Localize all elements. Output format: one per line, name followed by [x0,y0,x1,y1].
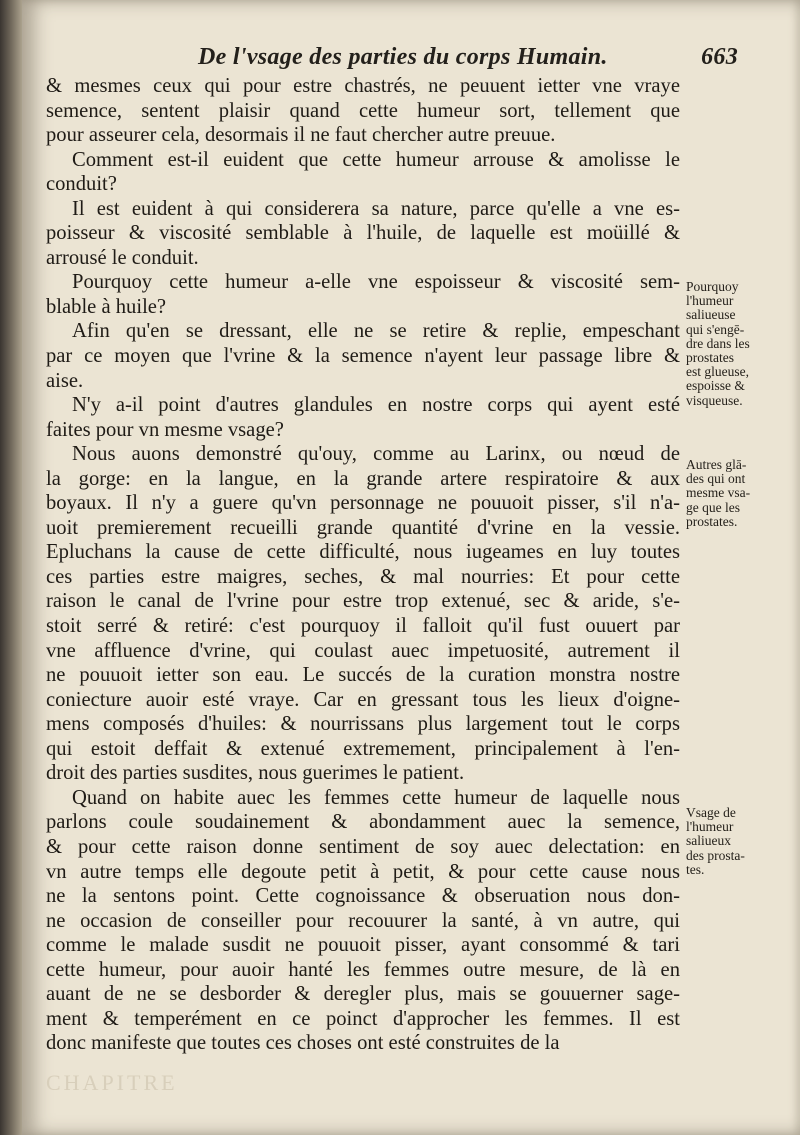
body-text [46,74,680,1056]
marginal-note-line: Autres glā- [686,457,747,472]
text-line: aise. [46,369,84,392]
marginal-note-line: des qui ont [686,471,746,487]
text-line: cette humeur, pour auoir hanté les femmes outre mesure, de là en [46,958,680,981]
text-line: stoit serré & retiré: c'est pourquoy il falloit qu'il fust ouuert par [46,615,680,638]
text-line: & pour cette raison donne sentiment de soy auec delectation: en [46,835,680,858]
text-line: droit des parties susdites, nous guerimes le patient. [46,762,465,785]
page-number: 663 [701,44,738,70]
text-line: la gorge: en la langue, en la grande artere respiratoire & aux [46,467,680,490]
text-line: ment & temperément en ce poinct d'approcher les femmes. Il est [46,1007,680,1030]
text-line: mens composés d'huiles: & nourrissans plus largement tout le corps [46,713,680,736]
text-line: ne occasion de conseiller pour recouurer la santé, à vn autre, qui [46,909,680,932]
marginal-note-line: prostates. [686,513,738,529]
text-line: par ce moyen que l'vrine & la semence n'ayent leur passage libre & [46,345,680,368]
text-line: parlons coule soudainement & abondamment auec la semence, [46,811,680,834]
text-line: Comment est-il euident que cette humeur arrouse & amolisse le [72,148,680,171]
text-line: donc manifeste que toutes ces choses ont esté construites de la [46,1032,560,1055]
text-line: semence, sentent plaisir quand cette humeur sort, tellement que [46,99,680,122]
marginal-note-line: tes. [686,861,705,877]
text-line: poisseur & viscosité semblable à l'huile, de laquelle est moüillé & [46,222,680,245]
text-line: raison le canal de l'vrine pour estre trop extenué, sec & aride, s'e- [46,590,680,613]
text-line: boyaux. Il n'y a guere qu'vn personnage ne pouuoit pisser, s'il n'a- [46,492,680,515]
marginal-note-line: mesme vsa- [686,485,751,501]
book-binding-shadow [0,0,24,1135]
text-line: pour asseurer cela, desormais il ne faut chercher autre preuue. [46,124,556,147]
text-line: Pourquoy cette humeur a-elle vne espoisseur & viscosité sem- [72,271,680,294]
text-line: blable à huile? [46,295,167,318]
marginal-note-line: saliueuse [686,307,736,323]
text-line: faites pour vn mesme vsage? [46,418,284,441]
text-line: Afin qu'en se dressant, elle ne se retire & replie, empeschant [72,320,680,343]
text-line: conduit? [46,173,117,196]
text-line: Nous auons demonstré qu'ouy, comme au Larinx, ou nœud de [72,443,680,466]
marginal-note-line: prostates [686,350,734,366]
marginal-note-line: qui s'engē- [686,321,745,337]
marginal-note-pourquoy [686,280,778,408]
marginal-note-line: Pourquoy [686,279,739,294]
text-line: ne la sentons point. Cette cognoissance & obseruation nous don- [46,885,680,908]
text-line: qui estoit deffait & extenué extremement, principalement à l'en- [46,737,680,760]
marginal-note-line: des prosta- [686,847,745,863]
marginal-note-vsage [686,806,778,877]
marginal-note-line: l'humeur [686,819,734,835]
marginal-note-line: ge que les [686,499,740,515]
text-line: Quand on habite auec les femmes cette humeur de laquelle nous [72,786,680,809]
catchword-bleedthrough: CHAPITRE [46,1070,178,1095]
text-line: & mesmes ceux qui pour estre chastrés, ne peuuent ietter vne vraye [46,75,680,97]
marginal-note-line: est glueuse, [686,364,749,380]
text-line: ces parties estre maigres, seches, & mal nourries: Et pour cette [46,565,680,588]
text-line: vn autre temps elle degoute petit à petit, & pour cette cause nous [46,860,680,883]
marginal-note-line: espoisse & [686,378,745,394]
text-line: comme le malade susdit ne pouuoit pisser, ayant consommé & tari [46,934,680,957]
text-line: uoit premierement recueilli grande quantité d'vrine en la vessie. [46,516,680,539]
marginal-note-line: Vsage de [686,805,736,820]
text-line: auant de ne se desborder & deregler plus, mais se gouuerner sage- [46,983,680,1006]
running-header [198,44,738,78]
text-line: coniecture auoir esté vraye. Car en gressant tous les lieux d'oigne- [46,688,680,711]
marginal-note-line: visqueuse. [686,392,743,408]
text-line: N'y a-il point d'autres glandules en nostre corps qui ayent esté [72,394,680,417]
text-line: arrousé le conduit. [46,246,199,269]
text-line: ne pouuoit ietter son eau. Le succés de la curation monstra nostre [46,664,680,687]
running-title: De l'vsage des parties du corps Humain. [198,44,608,70]
text-line: Epluchans la cause de cette difficulté, nous iugeames en luy toutes [46,541,680,564]
marginal-note-autres-glandes [686,458,778,529]
marginal-note-line: saliueux [686,833,731,849]
marginal-note-line: dre dans les [686,335,750,351]
text-line: vne affluence d'vrine, qui coulast auec impetuosité, autrement il [46,639,680,662]
marginal-note-line: l'humeur [686,293,734,309]
text-line: Il est euident à qui considerera sa nature, parce qu'elle a vne es- [72,197,680,220]
